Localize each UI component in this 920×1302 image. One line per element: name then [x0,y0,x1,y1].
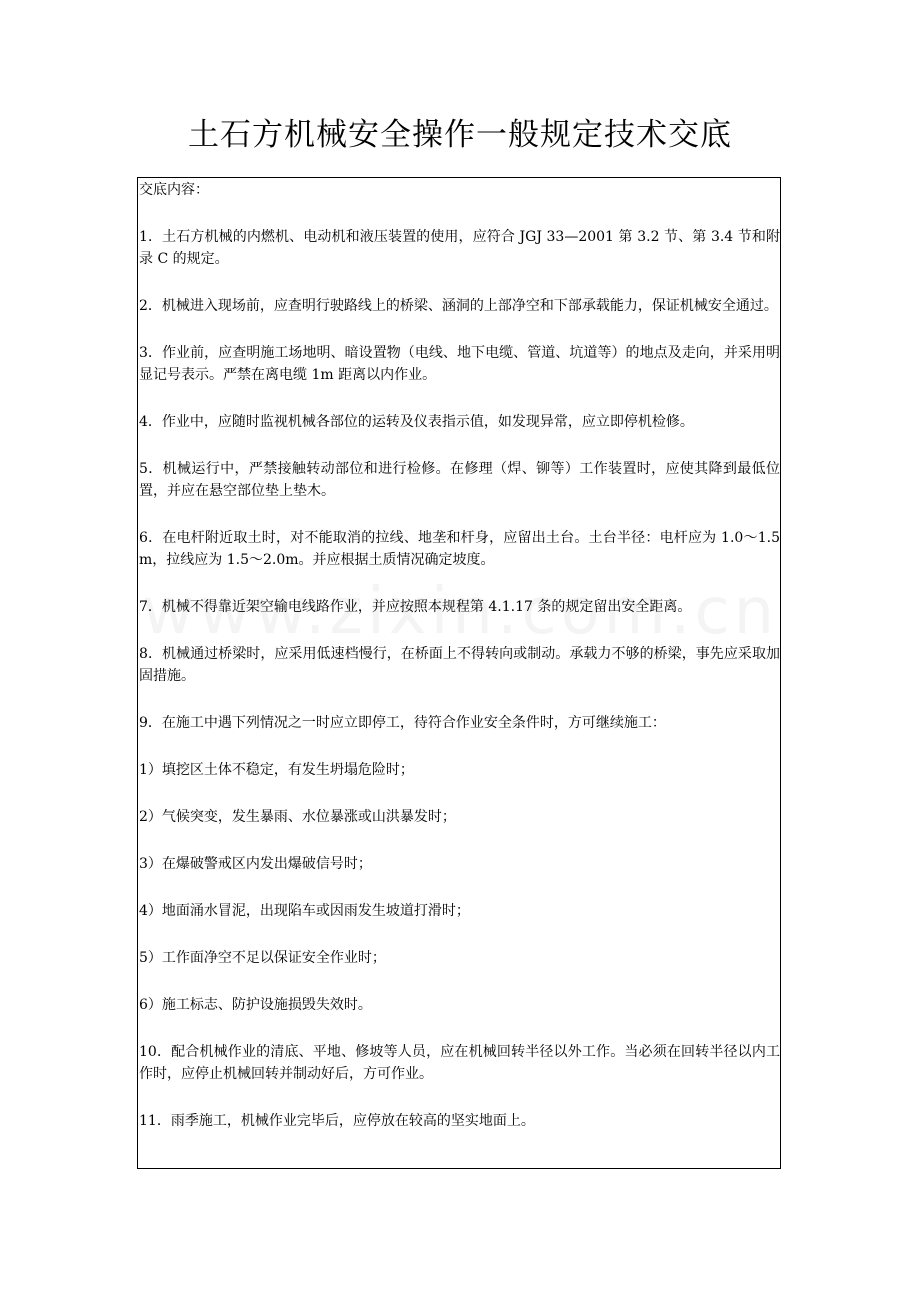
content-label: 交底内容： [139,182,209,198]
sub-item-2: 2）气候突变，发生暴雨、水位暴涨或山洪暴发时； [139,809,456,825]
paragraph-list [139,201,780,1132]
paragraph-3: 3．作业前，应查明施工场地明、暗设置物（电线、地下电缆、管道、坑道等）的地点及走向，并采用明显记号表示。严禁在离电缆 1m 距离以内作业。 [139,345,780,383]
content-box [137,177,781,1169]
paragraph-2: 2．机械进入现场前，应查明行驶路线上的桥梁、涵洞的上部净空和下部承载能力，保证机械安全通过。 [139,298,778,314]
sub-item-3: 3）在爆破警戒区内发出爆破信号时； [139,856,372,872]
paragraph-7: 7．机械不得靠近架空输电线路作业，并应按照本规程第 4.1.17 条的规定留出安全距离。 [139,599,692,615]
document-title: 土石方机械安全操作一般规定技术交底 [188,117,732,153]
paragraph-8: 8．机械通过桥梁时，应采用低速档慢行，在桥面上不得转向或制动。承载力不够的桥梁，事先应采取加固措施。 [139,646,780,684]
paragraph-9: 9．在施工中遇下列情况之一时应立即停工，待符合作业安全条件时，方可继续施工： [139,715,666,731]
sub-item-1: 1）填挖区土体不稳定，有发生坍塌危险时； [139,762,414,778]
paragraph-6: 6．在电杆附近取土时，对不能取消的拉线、地垄和杆身，应留出土台。土台半径：电杆应为 1.0～1.5m，拉线应为 1.5～2.0m。并应根据土质情况确定坡度。 [139,530,780,568]
paragraph-4: 4．作业中，应随时监视机械各部位的运转及仪表指示值，如发现异常，应立即停机检修。 [139,414,694,430]
sub-item-4: 4）地面涌水冒泥，出现陷车或因雨发生坡道打滑时； [139,903,470,919]
paragraph-1: 1．土石方机械的内燃机、电动机和液压装置的使用，应符合 JGJ 33—2001 第 3.2 节、第 3.4 节和附录 C 的规定。 [139,229,780,267]
sub-item-6: 6）施工标志、防护设施损毁失效时。 [139,997,372,1013]
paragraph-5: 5．机械运行中，严禁接触转动部位和进行检修。在修理（焊、铆等）工作装置时，应使其降到最低位置，并应在悬空部位垫上垫木。 [139,461,780,499]
paragraph-11: 11．雨季施工，机械作业完毕后，应停放在较高的坚实地面上。 [139,1113,535,1129]
paragraph-10: 10．配合机械作业的清底、平地、修坡等人员，应在机械回转半径以外工作。当必须在回转半径以内工作时，应停止机械回转并制动好后，方可作业。 [139,1044,780,1082]
sub-item-5: 5）工作面净空不足以保证安全作业时； [139,950,386,966]
